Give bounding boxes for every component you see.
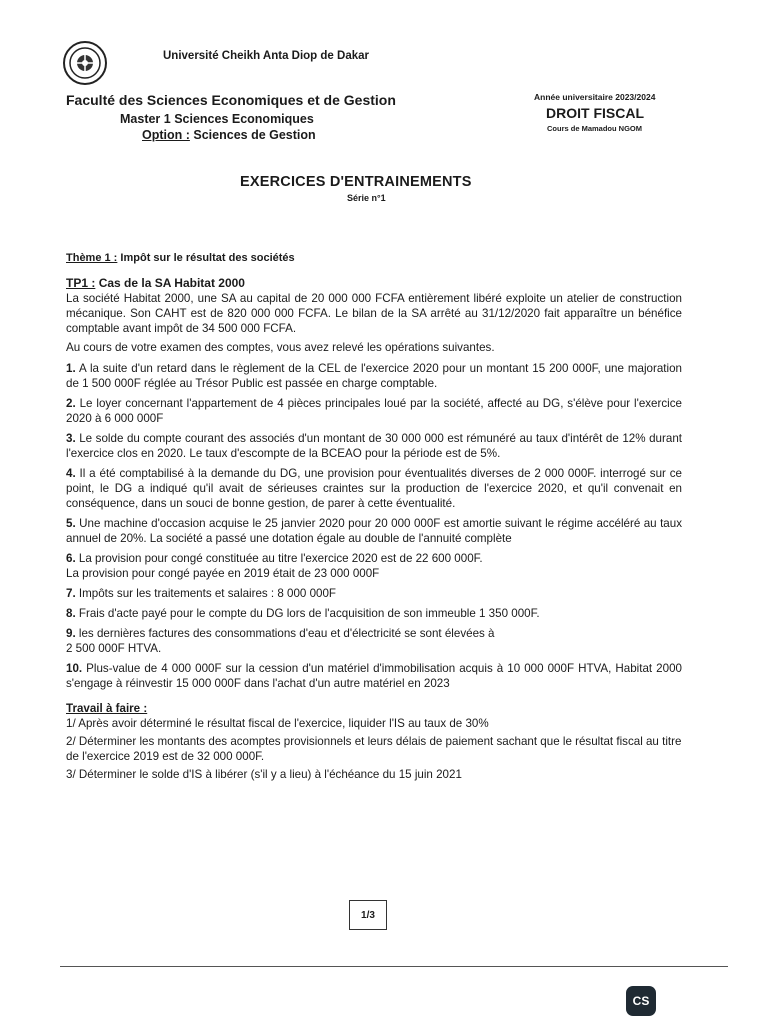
theme-heading	[66, 252, 295, 264]
item-number: 3.	[66, 432, 76, 445]
item-number: 1.	[66, 362, 76, 375]
list-item	[66, 466, 682, 511]
item-number: 8.	[66, 607, 76, 620]
item-number: 6.	[66, 552, 76, 565]
list-item	[66, 431, 682, 461]
item-text: A la suite d'un retard dans le règlement de la CEL de l'exercice 2020 pour un montant 15 200 000F, une majoration de 1 500 000F réglée au Trésor Public est passée en charge comptable.	[66, 362, 682, 390]
item-number: 7.	[66, 587, 76, 600]
scanner-badge: CS	[626, 986, 656, 1016]
bottom-divider	[60, 966, 728, 967]
option-value: Sciences de Gestion	[193, 128, 316, 142]
tp-heading	[66, 276, 682, 291]
university-seal-icon	[62, 40, 108, 86]
academic-year: Année universitaire 2023/2024	[534, 92, 656, 102]
master-program: Master 1 Sciences Economiques	[120, 112, 314, 126]
faculty-name: Faculté des Sciences Economiques et de Gestion	[66, 92, 396, 108]
list-item	[66, 361, 682, 391]
list-item	[66, 586, 682, 601]
item-text: Il a été comptabilisé à la demande du DG, une provision pour éventualités diverses de 2 000 000F. interrogé sur ce point, le DG a indiqué qu'il avait de sérieuses craintes sur la production de l'exercice 2020, et qu'il convenait en conséquence, dans un souci de bonne gestion, de parer à cette éventualité.	[66, 467, 682, 510]
item-text: Frais d'acte payé pour le compte du DG lors de l'acquisition de son immeuble 1 350 000F.	[78, 607, 540, 620]
lead-paragraph: Au cours de votre examen des comptes, vous avez relevé les opérations suivantes.	[66, 341, 495, 354]
question: 1/ Après avoir déterminé le résultat fiscal de l'exercice, liquider l'IS au taux de 30%	[66, 717, 489, 730]
list-item	[66, 606, 682, 621]
page-number: 1/3	[349, 900, 387, 930]
list-item	[66, 626, 682, 656]
theme-label: Thème 1 :	[66, 252, 118, 264]
item-text: Le solde du compte courant des associés d'un montant de 30 000 000 est rémunéré au taux d'intérêt de 12% durant l'exercice clos en 2020. Le taux d'escompte de la BCEAO pour la période est de 5%.	[66, 432, 682, 460]
question: 2/ Déterminer les montants des acomptes provisionnels et leurs délais de paiement sachant que le résultat fiscal au titre de l'exercice 2019 est de 32 000 000F.	[66, 735, 682, 763]
exercise-body	[66, 276, 682, 785]
item-number: 5.	[66, 517, 76, 530]
tp-label: TP1 :	[66, 276, 96, 290]
question: 3/ Déterminer le solde d'IS à libérer (s'il y a lieu) à l'échéance du 15 juin 2021	[66, 768, 462, 781]
item-text: Le loyer concernant l'appartement de 4 pièces principales loué par la société, affecté au DG, s'élève pour l'exercice 2020 à 6 000 000F	[66, 397, 682, 425]
item-text: les dernières factures des consommations d'eau et d'électricité se sont élevées à	[78, 627, 495, 640]
item-text-continued: 2 500 000F HTVA.	[66, 642, 162, 655]
item-number: 9.	[66, 627, 76, 640]
work-heading: Travail à faire :	[66, 702, 148, 715]
list-item	[66, 396, 682, 426]
list-item	[66, 661, 682, 691]
item-text: Une machine d'occasion acquise le 25 janvier 2020 pour 20 000 000F est amortie suivant le régime accéléré au taux annuel de 20%. La société a passé une dotation égale au double de l'annuité complète	[66, 517, 682, 545]
option-line	[142, 128, 316, 142]
teacher-name: Cours de Mamadou NGOM	[547, 124, 643, 133]
item-text: La provision pour congé constituée au titre l'exercice 2020 est de 22 600 000F.	[78, 552, 483, 565]
university-name: Université Cheikh Anta Diop de Dakar	[163, 50, 369, 62]
theme-text: Impôt sur le résultat des sociétés	[120, 252, 295, 264]
item-number: 10.	[66, 662, 83, 675]
series-number: Série n°1	[347, 193, 386, 203]
tp-title: Cas de la SA Habitat 2000	[98, 276, 245, 290]
item-text: Impôts sur les traitements et salaires : 8 000 000F	[78, 587, 337, 600]
item-text-continued: La provision pour congé payée en 2019 était de 23 000 000F	[66, 567, 380, 580]
item-number: 2.	[66, 397, 76, 410]
item-text: Plus-value de 4 000 000F sur la cession d'un matériel d'immobilisation acquis à 10 000 000F HTVA, Habitat 2000 s'engage à réinvestir 15 000 000F dans l'achat d'un autre matériel en 2023	[66, 662, 682, 690]
page-title: EXERCICES D'ENTRAINEMENTS	[240, 174, 472, 190]
list-item	[66, 516, 682, 546]
intro-paragraph: La société Habitat 2000, une SA au capital de 20 000 000 FCFA entièrement libéré exploite un atelier de construction mécanique. Son CAHT est de 820 000 000 FCFA. Le bilan de la SA arrêté au 31/12/2020 fait apparaître un bénéfice comptable avant impôt de 34 500 000 FCFA.	[66, 292, 682, 335]
course-title: DROIT FISCAL	[546, 105, 644, 121]
option-label: Option :	[142, 128, 190, 142]
list-item	[66, 551, 682, 581]
item-number: 4.	[66, 467, 76, 480]
